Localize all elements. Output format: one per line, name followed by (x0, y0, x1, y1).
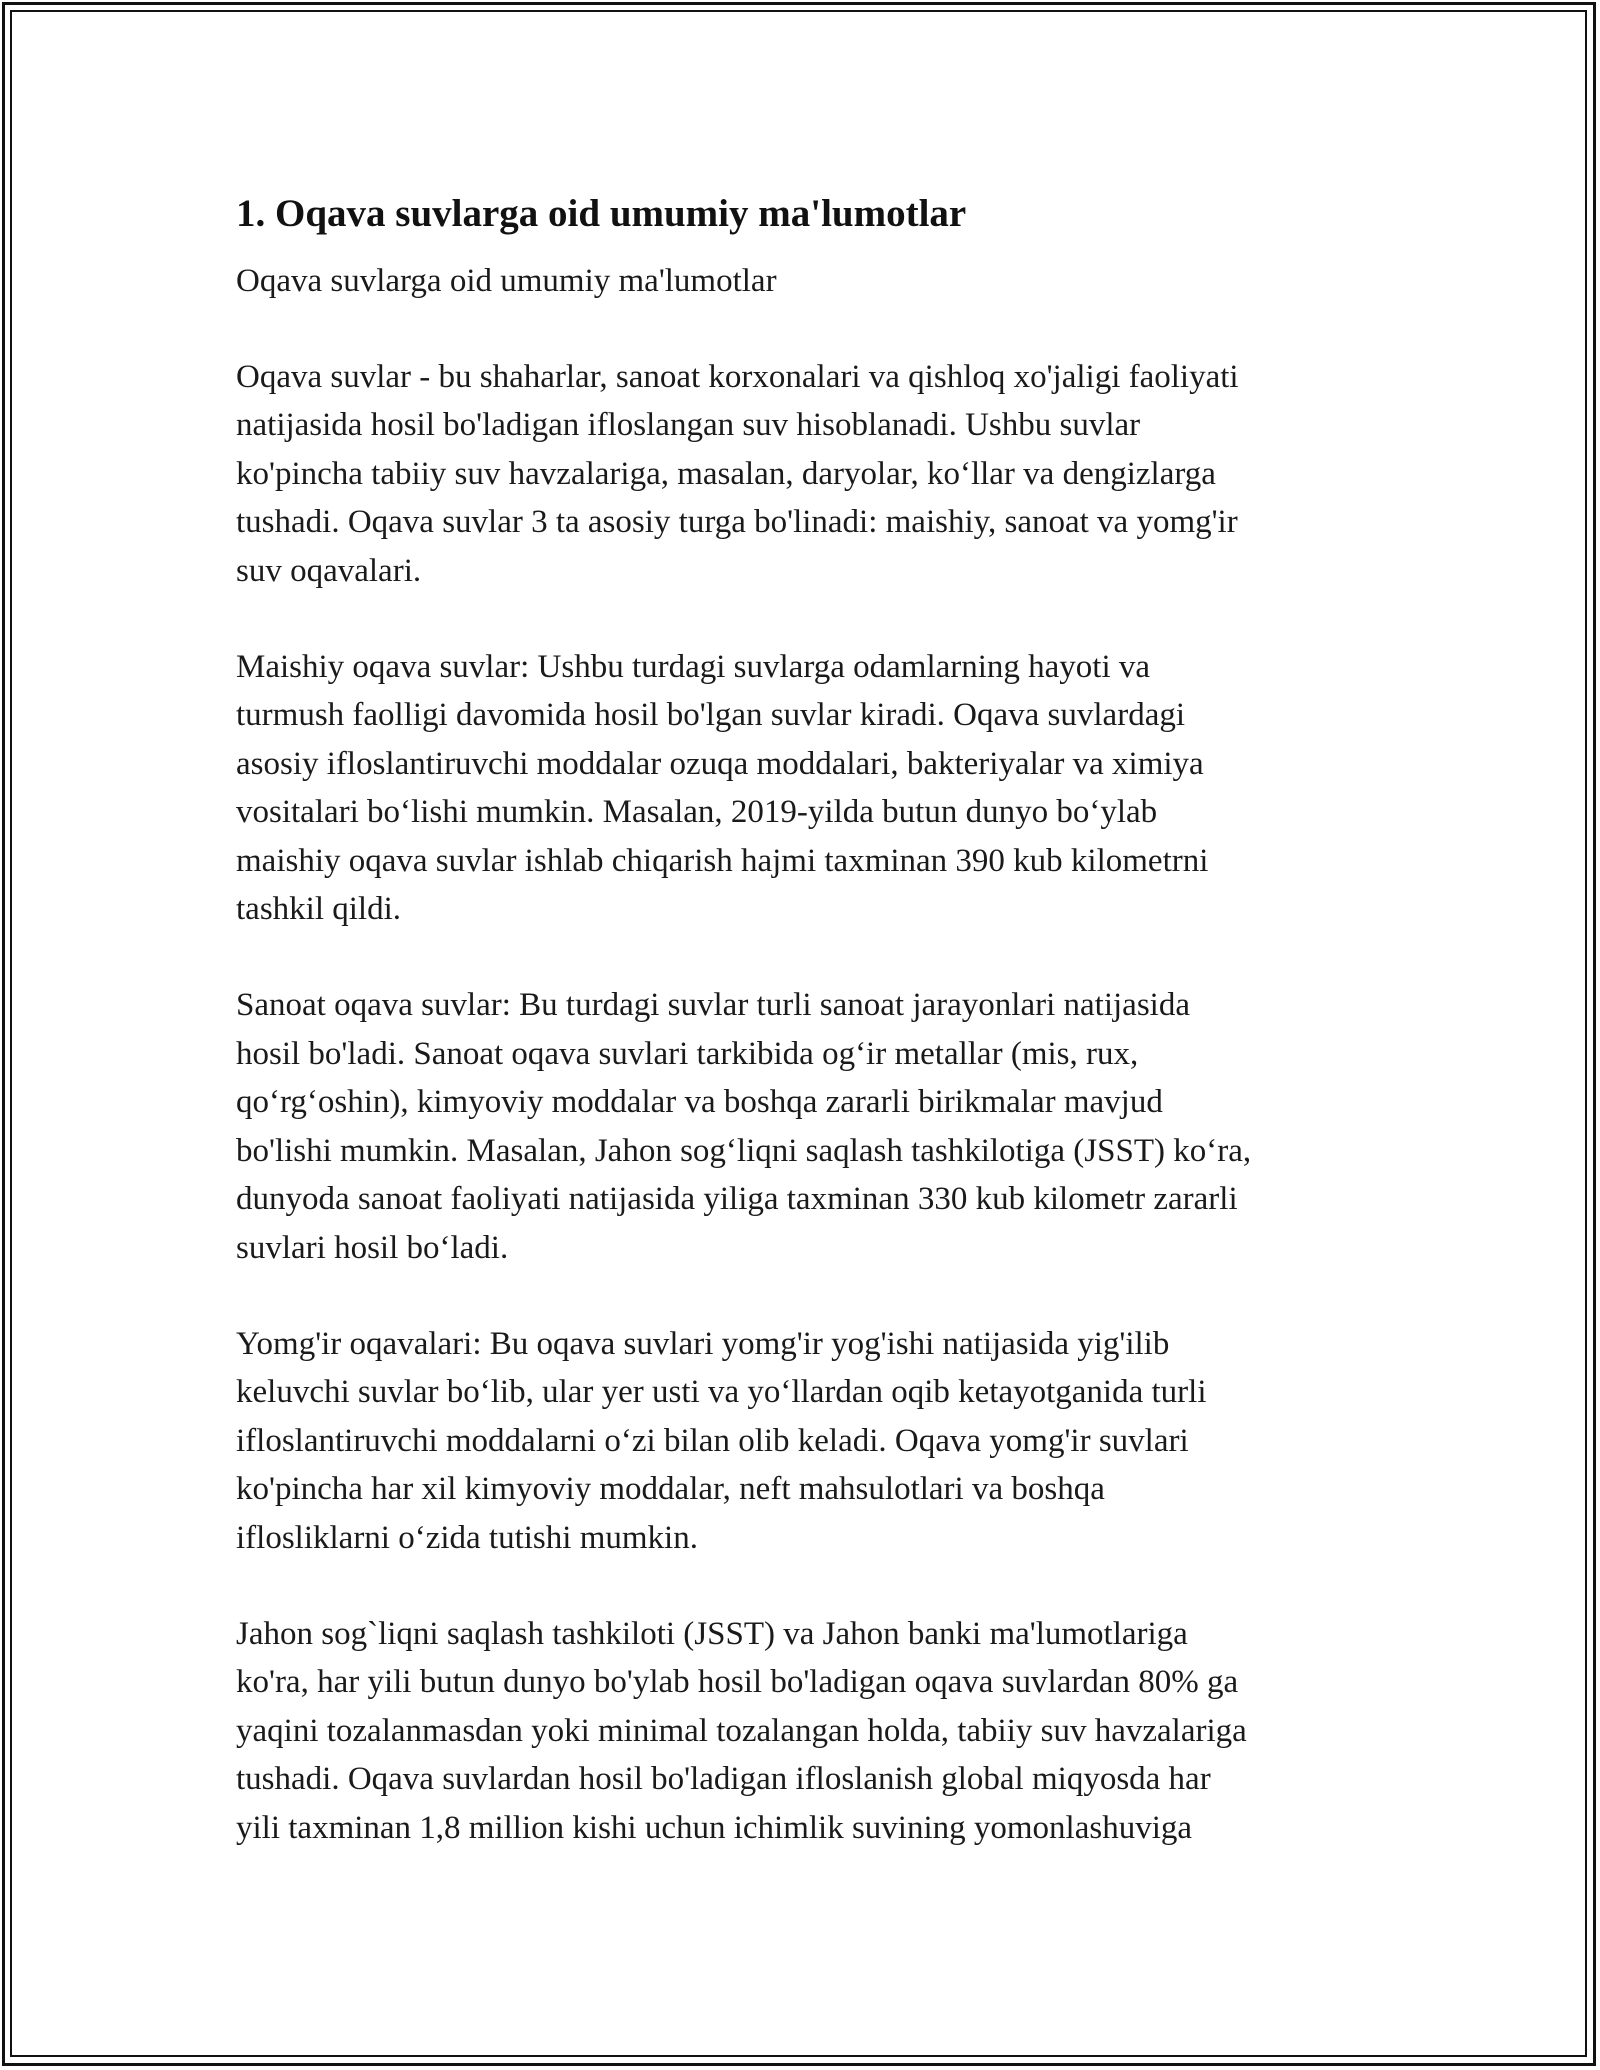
text-line: ifloslantiruvchi moddalarni o‘zi bilan olib keladi. Oqava yomg'ir suvlari (236, 1422, 1189, 1459)
text-line: Sanoat oqava suvlar: Bu turdagi suvlar turli sanoat jarayonlari natijasida (236, 987, 1190, 1024)
text-line: suv oqavalari. (236, 552, 422, 589)
text-line: Yomg'ir oqavalari: Bu oqava suvlari yomg'ir yog'ishi natijasida yig'ilib (236, 1325, 1170, 1362)
document-body (236, 186, 1366, 1852)
text-line: Maishiy oqava suvlar: Ushbu turdagi suvlarga odamlarning hayoti va (236, 649, 1151, 686)
text-line: tashkil qildi. (236, 891, 401, 928)
text-line: turmush faolligi davomida hosil bo'lgan suvlar kiradi. Oqava suvlardagi (236, 697, 1186, 734)
paragraph-overview (236, 353, 1366, 595)
text-line: dunyoda sanoat faoliyati natijasida yiliga taxminan 330 kub kilometr zararli (236, 1181, 1238, 1218)
paragraph-global-statistics (236, 1610, 1366, 1852)
text-line: tushadi. Oqava suvlar 3 ta asosiy turga bo'linadi: maishiy, sanoat va yomg'ir (236, 504, 1238, 541)
section-heading: 1. Oqava suvlarga oid umumiy ma'lumotlar (236, 192, 967, 235)
section-subtitle: Oqava suvlarga oid umumiy ma'lumotlar (236, 263, 777, 299)
text-line: tushadi. Oqava suvlardan hosil bo'ladigan ifloslanish global miqyosda har (236, 1761, 1211, 1798)
text-line: qo‘rg‘oshin), kimyoviy moddalar va boshqa zararli birikmalar mavjud (236, 1084, 1163, 1121)
text-line: ko'ra, har yili butun dunyo bo'ylab hosil bo'ladigan oqava suvlardan 80% ga (236, 1664, 1239, 1701)
text-line: suvlari hosil bo‘ladi. (236, 1229, 509, 1266)
text-line: asosiy ifloslantiruvchi moddalar ozuqa moddalari, bakteriyalar va ximiya (236, 745, 1204, 782)
text-line: vositalari bo‘lishi mumkin. Masalan, 2019-yilda butun dunyo bo‘ylab (236, 794, 1158, 831)
text-line: iflosliklarni o‘zida tutishi mumkin. (236, 1519, 698, 1556)
text-line: natijasida hosil bo'ladigan ifloslangan suv hisoblanadi. Ushbu suvlar (236, 407, 1141, 444)
text-line: ko'pincha har xil kimyoviy moddalar, neft mahsulotlari va boshqa (236, 1471, 1105, 1508)
text-line: bo'lishi mumkin. Masalan, Jahon sog‘liqni saqlash tashkilotiga (JSST) ko‘ra, (236, 1132, 1252, 1169)
text-line: yaqini tozalanmasdan yoki minimal tozalangan holda, tabiiy suv havzalariga (236, 1712, 1247, 1749)
text-line: yili taxminan 1,8 million kishi uchun ichimlik suvining yomonlashuviga (236, 1809, 1193, 1846)
text-line: keluvchi suvlar bo‘lib, ular yer usti va yo‘llardan oqib ketayotganida turli (236, 1374, 1207, 1411)
text-line: maishiy oqava suvlar ishlab chiqarish hajmi taxminan 390 kub kilometrni (236, 842, 1209, 879)
paragraph-stormwater (236, 1320, 1366, 1562)
paragraph-domestic-wastewater (236, 643, 1366, 933)
text-line: Oqava suvlar - bu shaharlar, sanoat korxonalari va qishloq xo'jaligi faoliyati (236, 359, 1239, 395)
text-line: Jahon sog`liqni saqlash tashkiloti (JSST) va Jahon banki ma'lumotlariga (236, 1615, 1188, 1652)
text-line: hosil bo'ladi. Sanoat oqava suvlari tarkibida og‘ir metallar (mis, rux, (236, 1035, 1139, 1072)
paragraph-industrial-wastewater (236, 981, 1366, 1271)
text-line: ko'pincha tabiiy suv havzalariga, masalan, daryolar, ko‘llar va dengizlarga (236, 455, 1216, 492)
